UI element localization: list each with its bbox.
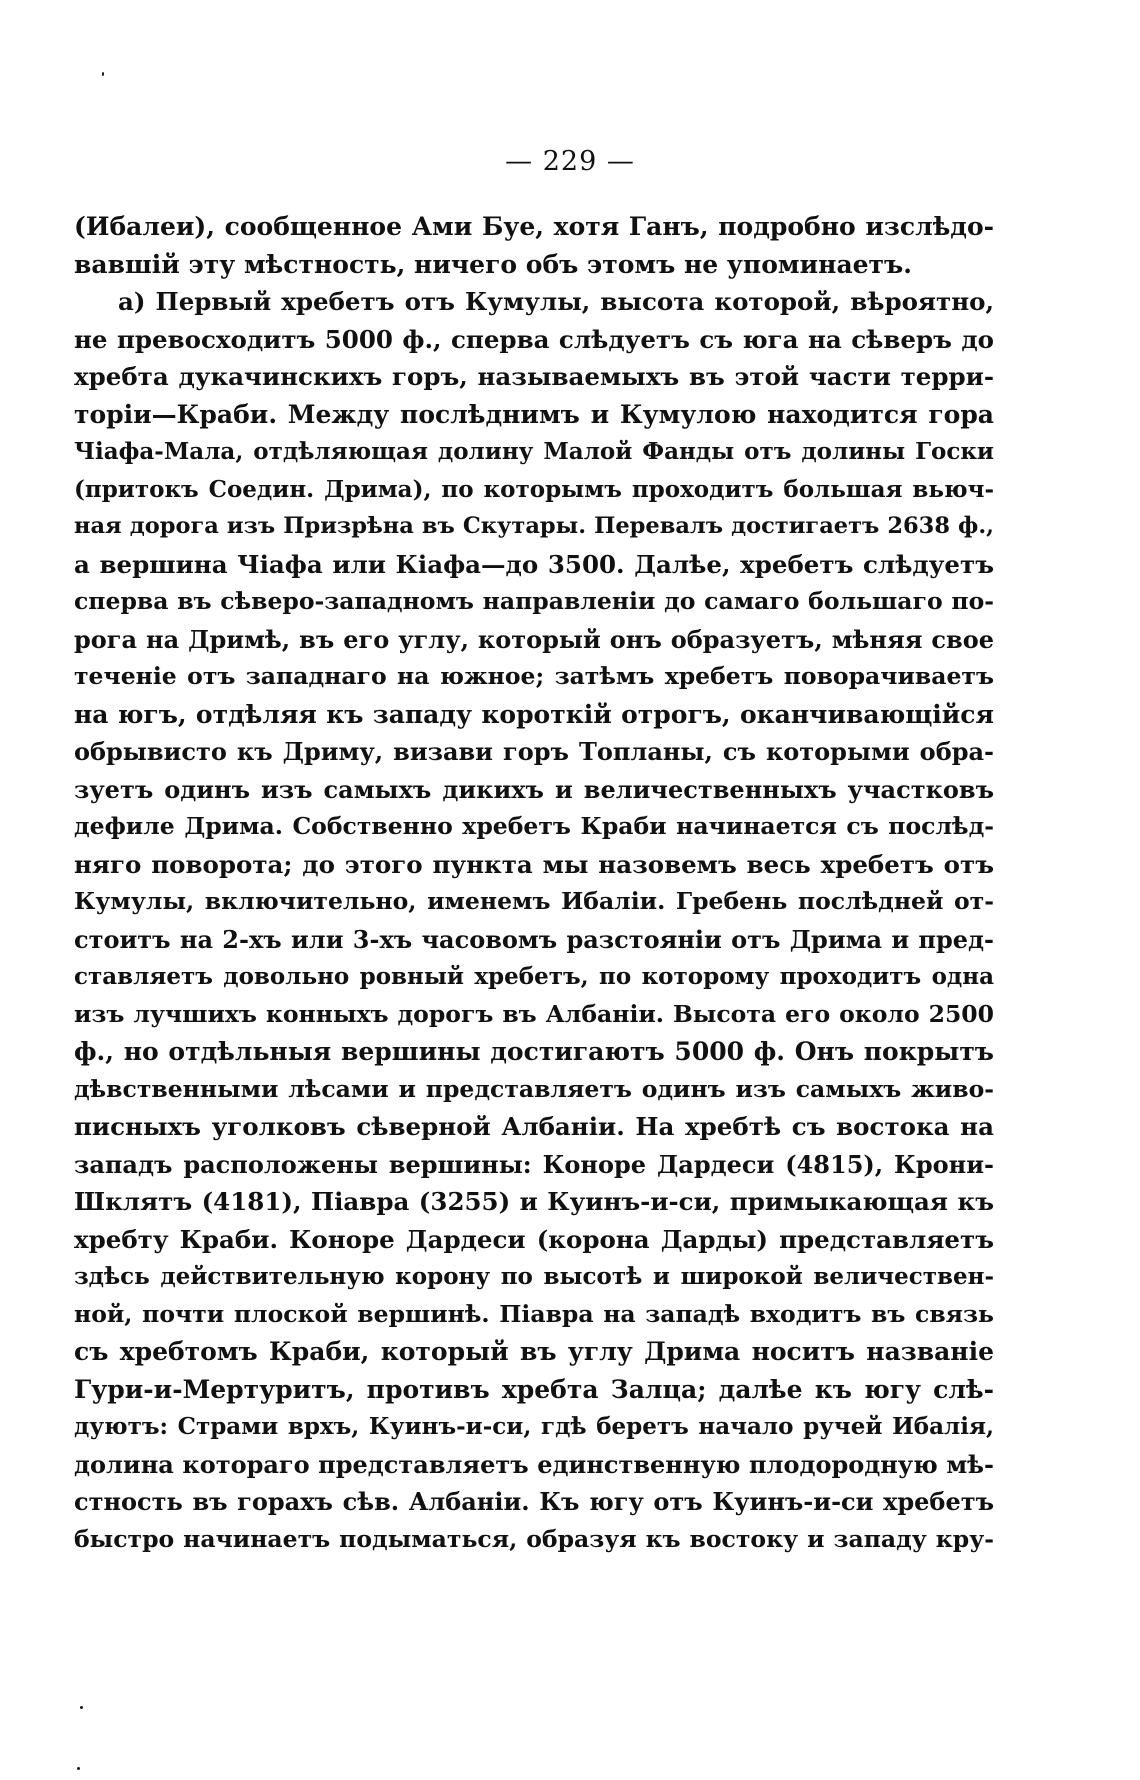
text-line: дуютъ: Страми врхъ, Куинъ-и-си, гдѣ беретъ начало ручей Ибалія,: [74, 1413, 994, 1440]
text-line: (Ибалеи), сообщенное Ами Буе, хотя Ганъ, подробно изслѣдо-: [74, 212, 994, 241]
text-line: писныхъ уголковъ сѣверной Албаніи. На хребтѣ съ востока на: [74, 1112, 994, 1141]
text-line: долина котораго представляетъ единственную плодородную мѣ-: [74, 1449, 994, 1479]
text-line: стоитъ на 2-хъ или 3-хъ часовомъ разстояніи отъ Дрима и пред-: [74, 924, 994, 954]
text-line: западъ расположены вершины: Коноре Дардеси (4815), Крони-: [74, 1149, 994, 1179]
text-line: быстро начинаетъ подыматься, образуя къ востоку и западу кру-: [74, 1524, 994, 1553]
text-line: на югъ, отдѣляя къ западу короткій отрогъ, оканчивающійся: [74, 699, 994, 729]
text-line: обрывисто къ Дриму, визави горъ Топланы, съ которыми обра-: [74, 737, 994, 766]
text-line: Кумулы, включительно, именемъ Ибаліи. Гребень послѣдней от-: [74, 887, 994, 915]
text-line: а вершина Чіафа или Кіафа—до 3500. Далѣе, хребетъ слѣдуетъ: [74, 549, 994, 579]
text-line: Шклятъ (4181), Піавра (3255) и Куинъ-и-си, примыкающая къ: [74, 1187, 994, 1216]
text-line: (притокъ Соедин. Дрима), по которымъ проходитъ большая вьюч-: [74, 475, 994, 503]
text-line: ная дорога изъ Призрѣна въ Скутары. Перевалъ достигаетъ 2638 ф.,: [74, 513, 994, 539]
text-line: дефиле Дрима. Собственно хребетъ Краби начинается съ послѣд-: [74, 812, 994, 840]
text-line: хребту Краби. Коноре Дардеси (корона Дарды) представляетъ: [74, 1224, 994, 1254]
text-line: няго поворота; до этого пункта мы назовемъ весь хребетъ отъ: [74, 849, 994, 879]
page-speck: [102, 72, 104, 76]
text-line: вавшій эту мѣстность, ничего объ этомъ не упоминаетъ.: [74, 249, 912, 279]
text-line: не превосходитъ 5000 ф., сперва слѣдуетъ съ юга на сѣверъ до: [74, 324, 994, 354]
page-number: — 229 —: [505, 146, 635, 177]
text-line: ставляетъ довольно ровный хребетъ, по которому проходитъ одна: [74, 963, 994, 990]
text-line: хребта дукачинскихъ горъ, называемыхъ въ этой части терри-: [74, 362, 994, 391]
text-line: Чіафа-Мала, отдѣляющая долину Малой Фанды отъ долины Госки: [74, 438, 994, 465]
text-line: дѣвственными лѣсами и представляетъ одинъ изъ самыхъ живо-: [74, 1074, 994, 1103]
text-line: сперва въ сѣверо-западномъ направленіи до самаго большаго по-: [74, 587, 994, 615]
text-line: зуетъ одинъ изъ самыхъ дикихъ и величественныхъ участковъ: [74, 774, 994, 804]
text-line: а) Первый хребетъ отъ Кумулы, высота которой, вѣроятно,: [118, 287, 994, 316]
text-line: ной, почти плоской вершинѣ. Піавра на западѣ входитъ въ связь: [74, 1299, 994, 1328]
text-line: Гури-и-Мертуритъ, противъ хребта Залца; далѣе къ югу слѣ-: [74, 1374, 994, 1404]
text-line: здѣсь действительную корону по высотѣ и широкой величествен-: [74, 1263, 994, 1290]
text-line: теченіе отъ западнаго на южное; затѣмъ хребетъ поворачиваетъ: [74, 662, 994, 690]
page-speck: [77, 1767, 80, 1770]
text-line: съ хребтомъ Краби, который въ углу Дрима носитъ названіе: [74, 1337, 994, 1366]
text-line: рога на Дримѣ, въ его углу, который онъ образуетъ, мѣняя свое: [74, 624, 994, 654]
text-line: стность въ горахъ сѣв. Албаніи. Къ югу отъ Куинъ-и-си хребетъ: [74, 1487, 994, 1516]
page-speck: [80, 1706, 83, 1709]
text-line: ф., но отдѣльныя вершины достигаютъ 5000 ф. Онъ покрытъ: [74, 1037, 994, 1066]
text-line: изъ лучшихъ конныхъ дорогъ въ Албаніи. Высота его около 2500: [74, 999, 994, 1028]
text-line: торіи—Краби. Между послѣднимъ и Кумулою находится гора: [74, 399, 994, 429]
body-text: [74, 208, 994, 1558]
